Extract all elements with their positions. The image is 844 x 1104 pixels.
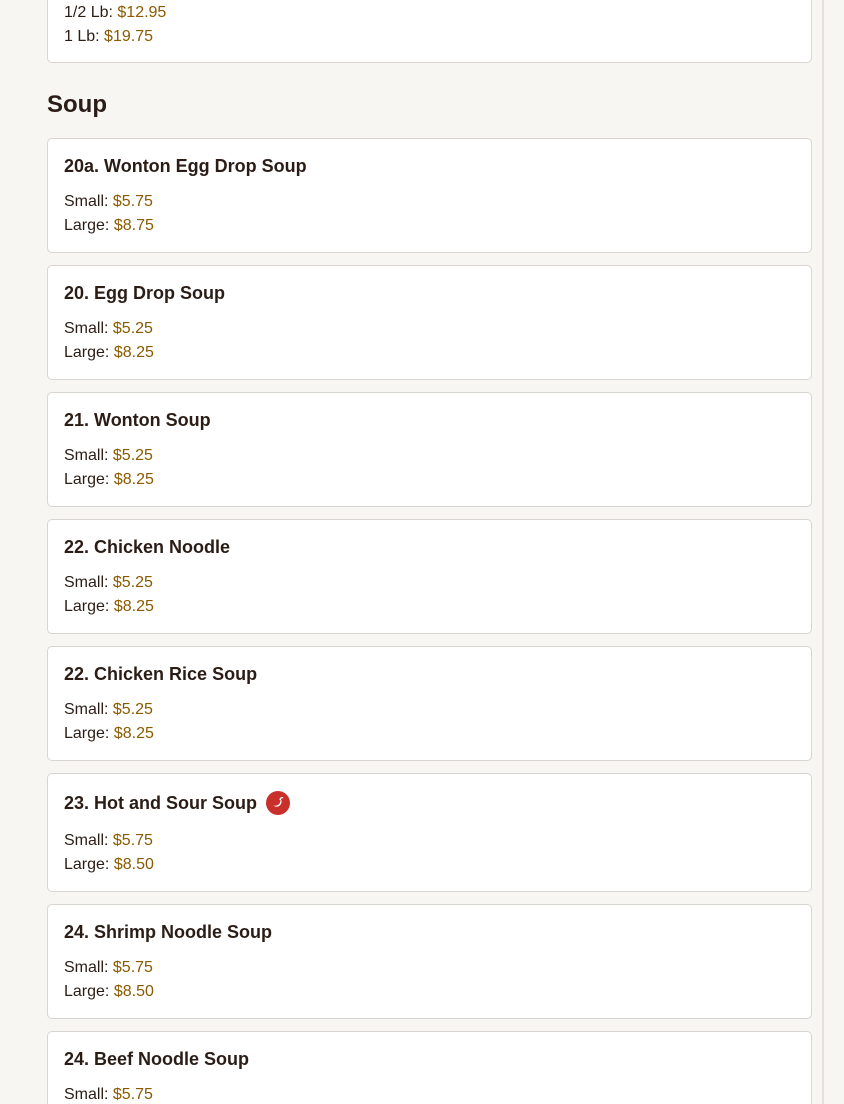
price-label: 1 Lb:: [64, 28, 100, 45]
price-line: [64, 595, 795, 619]
price-line: [64, 722, 795, 746]
item-prices: [64, 190, 795, 238]
price-value: $8.25: [113, 598, 154, 615]
menu-item-card[interactable]: [47, 392, 812, 507]
price-label: Small:: [64, 447, 109, 464]
price-label: Large:: [64, 725, 110, 742]
price-label: Small:: [64, 574, 109, 591]
price-label: Small:: [64, 320, 109, 337]
price-label: Large:: [64, 344, 110, 361]
item-name-text: 23. Hot and Sour Soup: [64, 793, 258, 813]
price-value: $5.75: [112, 959, 153, 976]
item-name-text: 22. Chicken Noodle: [64, 537, 231, 557]
item-name: [64, 921, 795, 943]
item-prices: [64, 1083, 795, 1104]
price-line: [64, 341, 795, 365]
price-value: $5.25: [112, 701, 153, 718]
price-value: $8.25: [113, 725, 154, 742]
menu-item-card[interactable]: [47, 646, 812, 761]
menu-item-card[interactable]: [47, 519, 812, 634]
price-label: Large:: [64, 983, 110, 1000]
price-line: [64, 444, 795, 468]
price-value: $8.50: [113, 983, 154, 1000]
price-line: [64, 956, 795, 980]
item-prices: [64, 829, 795, 877]
item-name-text: 20a. Wonton Egg Drop Soup: [64, 156, 307, 176]
price-value: $19.75: [104, 28, 153, 45]
price-line: [64, 25, 795, 49]
chili-pepper-icon-glyph: [270, 795, 286, 811]
price-label: Small:: [64, 193, 109, 210]
item-name-text: 20. Egg Drop Soup: [64, 283, 226, 303]
item-name-text: 24. Beef Noodle Soup: [64, 1049, 250, 1069]
price-label: 1/2 Lb:: [64, 4, 113, 21]
price-value: $12.95: [117, 4, 167, 21]
item-name: [64, 282, 795, 304]
menu-item-card: [47, 0, 812, 63]
menu-item-card[interactable]: [47, 138, 812, 253]
price-label: Small:: [64, 701, 109, 718]
item-prices: [64, 956, 795, 1004]
price-value: $5.25: [112, 574, 153, 591]
price-label: Large:: [64, 217, 110, 234]
menu-item-card[interactable]: [47, 1031, 812, 1104]
item-name: [64, 790, 795, 816]
price-label: Small:: [64, 832, 109, 849]
chili-pepper-icon: [266, 791, 290, 815]
price-value: $5.75: [112, 193, 153, 210]
price-value: $8.75: [113, 217, 154, 234]
item-name: [64, 409, 795, 431]
price-label: Small:: [64, 959, 109, 976]
price-value: $5.25: [112, 320, 153, 337]
price-line: [64, 698, 795, 722]
price-label: Large:: [64, 598, 110, 615]
item-name: [64, 1048, 795, 1070]
price-line: [64, 468, 795, 492]
price-line: [64, 214, 795, 238]
menu-item-card[interactable]: [47, 904, 812, 1019]
item-name: [64, 155, 795, 177]
price-value: $5.75: [112, 832, 153, 849]
price-line: [64, 1, 795, 25]
price-line: [64, 980, 795, 1004]
menu-item-card[interactable]: [47, 773, 812, 892]
price-line: [64, 317, 795, 341]
menu-item-card[interactable]: [47, 265, 812, 380]
price-line: [64, 853, 795, 877]
item-name: [64, 663, 795, 685]
item-prices: [64, 698, 795, 746]
item-name-text: 24. Shrimp Noodle Soup: [64, 922, 273, 942]
price-value: $8.50: [113, 856, 154, 873]
price-value: $8.25: [113, 471, 154, 488]
item-prices: [64, 444, 795, 492]
section-title: Soup: [47, 91, 107, 118]
price-value: $8.25: [113, 344, 154, 361]
item-prices: [64, 317, 795, 365]
item-name: [64, 536, 795, 558]
item-name-text: 22. Chicken Rice Soup: [64, 664, 258, 684]
price-value: $5.75: [112, 1086, 153, 1103]
price-label: Large:: [64, 471, 110, 488]
item-prices: [64, 1, 795, 49]
price-line: [64, 829, 795, 853]
price-line: [64, 190, 795, 214]
price-line: [64, 571, 795, 595]
menu-content: [47, 0, 812, 1104]
item-name-text: 21. Wonton Soup: [64, 410, 211, 430]
item-prices: [64, 571, 795, 619]
page-divider: [822, 0, 824, 1104]
price-label: Large:: [64, 856, 110, 873]
price-value: $5.25: [112, 447, 153, 464]
price-label: Small:: [64, 1086, 109, 1103]
price-line: [64, 1083, 795, 1104]
